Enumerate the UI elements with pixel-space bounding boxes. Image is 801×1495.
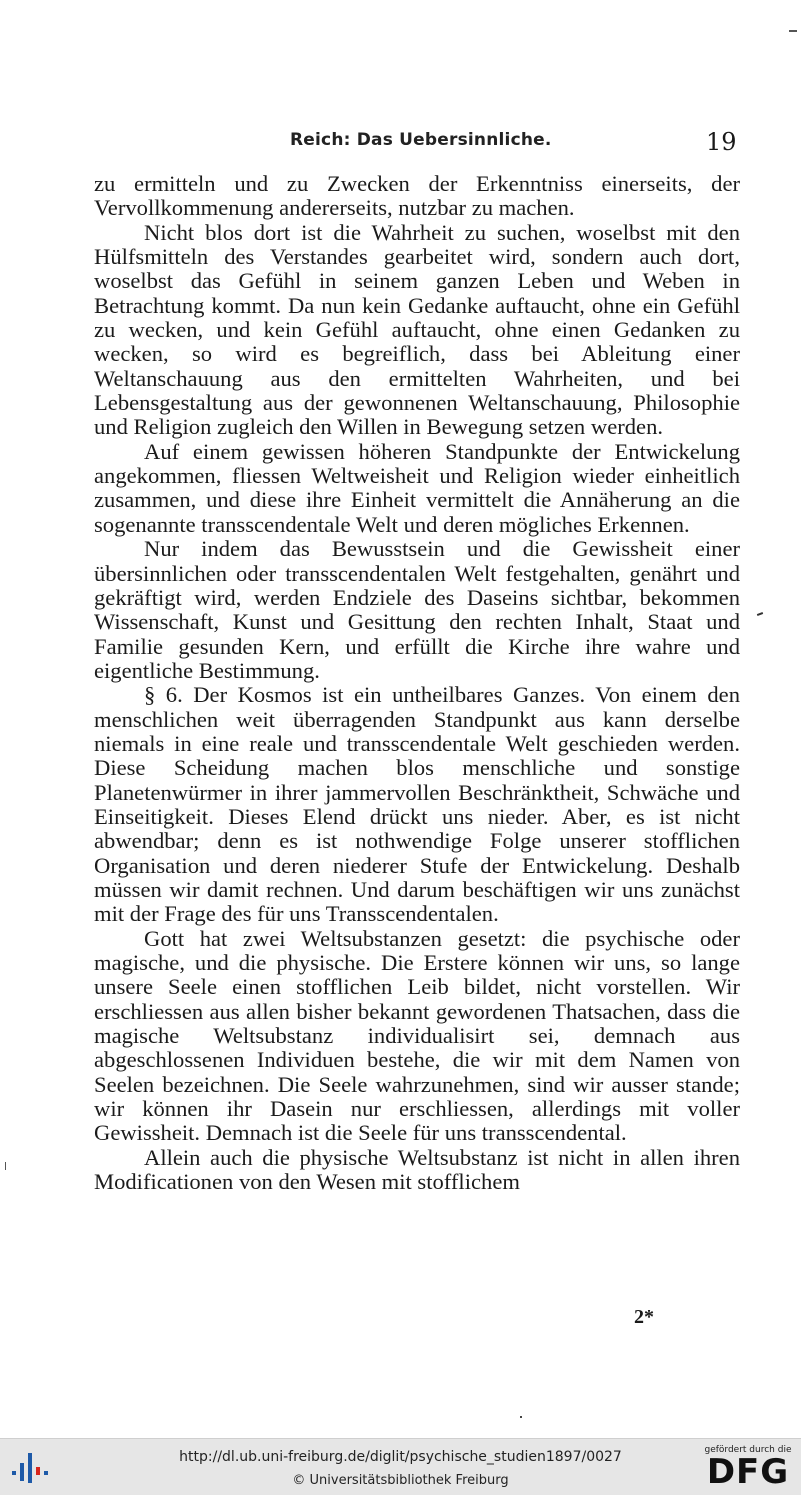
- viewer-footer: [0, 1438, 801, 1495]
- scan-speck-right: [757, 612, 763, 616]
- dfg-logo-icon: DFG: [706, 1452, 790, 1492]
- paragraph: § 6. Der Kosmos ist ein untheilbares Ganzes. Von einem den menschlichen weit überragenden Standpunkt aus kann derselbe niemals in eine reale und transscendentale Welt geschieden werden. Diese Scheidung machen blos menschliche und sonstige Planetenwürmer in ihrer jammervollen Beschränktheit, Schwäche und Einseitigkeit. Dieses Elend drückt uns nieder. Aber, es ist nicht abwendbar; denn es ist nothwendige Folge unserer stofflichen Organisation und deren niederer Stufe der Entwickelung. Deshalb müssen wir damit rechnen. Und darum beschäftigen wir uns zunächst mit der Frage des für uns Transscendentalen.: [94, 682, 740, 927]
- paragraph: Allein auch die physische Weltsubstanz ist nicht in allen ihren Modificationen von den Wesen mit stofflichem: [94, 1144, 740, 1195]
- paragraph: Gott hat zwei Weltsubstanzen gesetzt: die psychische oder magische, und die physische. Die Erstere können wir uns, so lange unsere Seele einen stofflichen Leib bildet, nicht vorstellen. Wir erschliessen aus allen bisher bekannt gewordenen Thatsachen, dass die magische Weltsubstanz individualisirt sei, demnach aus abgeschlossenen Individuen bestehe, die wir mit dem Namen von Seelen bezeichnen. Die Seele wahrzunehmen, sind wir ausser stande; wir können ihr Dasein nur erschliessen, allerdings mit voller Gewissheit. Demnach ist die Seele für uns transscendental.: [94, 925, 740, 1146]
- dfg-funding-badge[interactable]: [702, 1445, 794, 1491]
- dfg-tagline: gefördert durch die: [704, 1445, 792, 1455]
- paragraph: Nur indem das Bewusstsein und die Gewissheit einer übersinnlichen oder transscendentalen Welt festgehalten, genährt und gekräftigt wird, werden Endziele des Daseins sichtbar, bekommen Wissenschaft, Kunst und Gesittung den rechten Inhalt, Staat und Familie gesunden Kern, und erfüllt die Kirche ihre wahre und eigentliche Bestimmung.: [94, 536, 740, 683]
- paragraph: Nicht blos dort ist die Wahrheit zu suchen, woselbst mit den Hülfsmitteln des Verstandes gearbeitet wird, sondern auch dort, woselbst das Gefühl in seinem ganzen Leben und Weben in Betrachtung kommt. Da nun kein Gedanke auftaucht, ohne ein Gefühl zu wecken, und kein Gefühl auftaucht, ohne einen Gedanken zu wecken, so wird es begreiflich, dass bei Ableitung einer Weltanschauung aus den ermittelten Wahrheiten, und bei Lebensgestaltung aus der gewonnenen Weltanschauung, Philosophie und Religion zugleich den Willen in Bewegung setzen werden.: [94, 219, 740, 440]
- paragraph: Auf einem gewissen höheren Standpunkte der Entwickelung angekommen, fliessen Weltweisheit und Religion wieder einheitlich zusammen, und diese ihre Einheit vermittelt die Annäherung an die sogenannte transscendentale Welt und deren mögliches Erkennen.: [94, 438, 740, 537]
- page-number: 19: [706, 128, 737, 156]
- scan-speck-left: [5, 1162, 6, 1170]
- copyright-notice: © Universitätsbibliothek Freiburg: [292, 1473, 509, 1488]
- paragraph: zu ermitteln und zu Zwecken der Erkenntniss einerseits, der Vervollkommenung andererseits, nutzbar zu machen.: [94, 171, 740, 221]
- scan-speck: [520, 1416, 522, 1418]
- document-url-link[interactable]: http://dl.ub.uni-freiburg.de/diglit/psychische_studien1897/0027: [179, 1449, 622, 1465]
- body-text: [94, 172, 740, 1194]
- signature-mark: 2*: [634, 1306, 654, 1328]
- scan-corner-mark: [789, 30, 797, 32]
- running-head: Reich: Das Uebersinnliche.: [290, 130, 552, 150]
